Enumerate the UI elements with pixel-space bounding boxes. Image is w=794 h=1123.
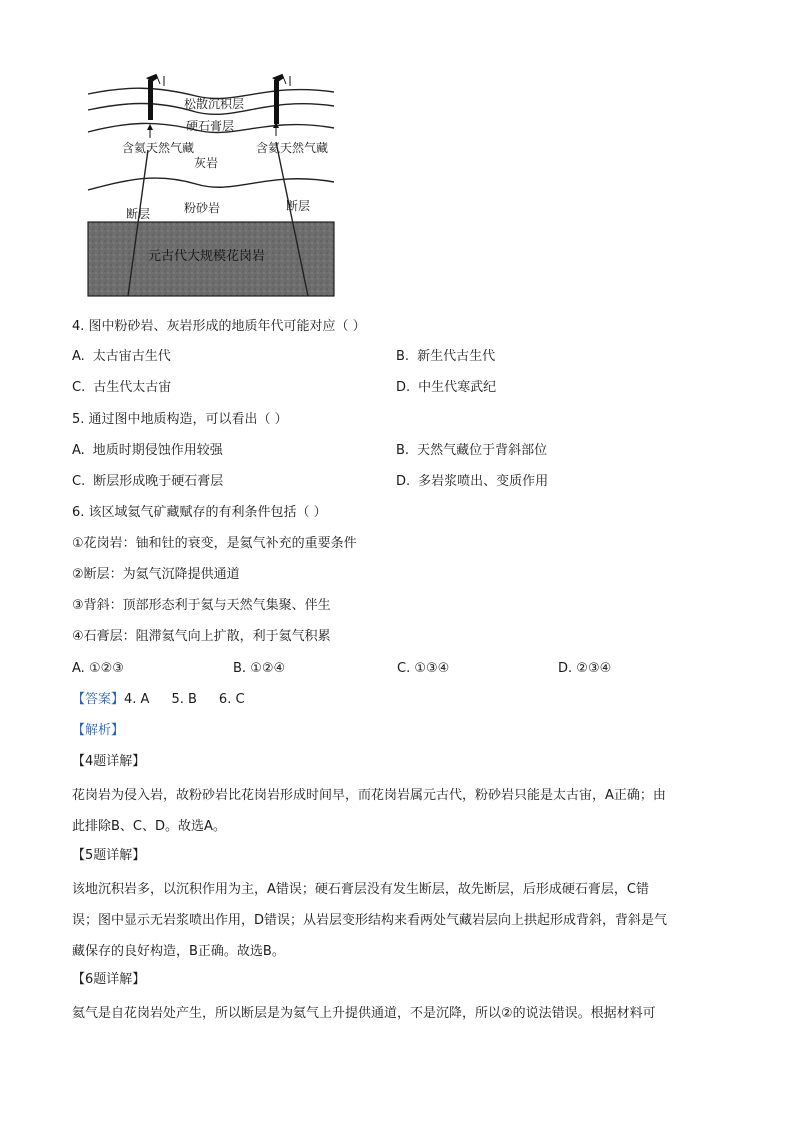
q4-option-d: D. 中生代寒武纪 xyxy=(396,380,497,395)
answer-4: 4. A xyxy=(124,692,150,707)
detail6-tag: 【6题详解】 xyxy=(72,972,146,987)
oil-pump-right-icon xyxy=(272,74,290,124)
q4-option-a: A. 太古宙古生代 xyxy=(72,349,171,364)
label-gypsum: 硬石膏层 xyxy=(186,119,235,133)
q5-option-c: C. 断层形成晚于硬石膏层 xyxy=(72,474,224,489)
q6-item-1: ①花岗岩：铀和钍的衰变，是氦气补充的重要条件 xyxy=(72,536,357,551)
oil-pump-left-icon xyxy=(146,74,164,120)
label-siltstone: 粉砂岩 xyxy=(184,201,221,215)
label-limestone: 灰岩 xyxy=(194,156,219,170)
label-gas-left: 含氦天然气藏 xyxy=(122,141,195,155)
stratum-line-4 xyxy=(88,178,334,190)
q6-item-3: ③背斜：顶部形态利于氦与天然气集聚、伴生 xyxy=(72,598,331,613)
detail5-paragraph xyxy=(72,874,722,967)
detail5-line-3: 藏保存的良好构造，B正确。故选B。 xyxy=(72,944,285,959)
detail4-tag: 【4题详解】 xyxy=(72,754,146,769)
answer-tag: 【答案】 xyxy=(72,692,125,707)
detail4-line-2: 此排除B、C、D。故选A。 xyxy=(72,819,226,834)
q5-option-a: A. 地质时期侵蚀作用较强 xyxy=(72,443,223,458)
q5-option-b: B. 天然气藏位于背斜部位 xyxy=(396,443,548,458)
q6-option-d: D. ②③④ xyxy=(558,661,612,676)
label-fault-right: 断层 xyxy=(286,199,311,213)
geology-diagram xyxy=(86,72,338,298)
q4-option-c: C. 古生代太古宙 xyxy=(72,380,172,395)
detail5-line-1: 该地沉积岩多，以沉积作用为主，A错误；硬石膏层没有发生断层，故先断层，后形成硬石膏层，C错 xyxy=(72,882,649,897)
q6-option-b: B. ①②④ xyxy=(233,661,286,676)
q6-stem: 6. 该区域氦气矿藏赋存的有利条件包括（ ） xyxy=(72,505,327,520)
q6-option-a: A. ①②③ xyxy=(72,661,124,676)
detail6-line-1: 氦气是自花岗岩处产生，所以断层是为氦气上升提供通道，不是沉降，所以②的说法错误。根据材料可 xyxy=(72,1006,656,1021)
label-gas-right: 含氦天然气藏 xyxy=(256,141,329,155)
detail4-line-1: 花岗岩为侵入岩，故粉砂岩比花岗岩形成时间早，而花岗岩属元古代，粉砂岩只能是太古宙，A正确；由 xyxy=(72,788,666,803)
answer-5: 5. B xyxy=(171,692,197,707)
geology-cross-section-figure xyxy=(86,72,338,298)
detail4-paragraph xyxy=(72,780,722,842)
detail6-paragraph xyxy=(72,998,722,1029)
label-fault-left: 断层 xyxy=(126,207,151,221)
answer-line xyxy=(72,691,245,709)
q4-option-b: B. 新生代古生代 xyxy=(396,349,496,364)
analysis-tag: 【解析】 xyxy=(72,723,125,738)
label-loose-sediment: 松散沉积层 xyxy=(184,97,245,111)
detail5-line-2: 误；图中显示无岩浆喷出作用，D错误；从岩层变形结构来看两处气藏岩层向上拱起形成背斜，背斜是气 xyxy=(72,913,668,928)
q6-item-4: ④石膏层：阻滞氦气向上扩散，利于氦气积累 xyxy=(72,629,331,644)
q6-item-2: ②断层：为氦气沉降提供通道 xyxy=(72,567,240,582)
detail5-tag: 【5题详解】 xyxy=(72,848,146,863)
q4-stem: 4. 图中粉砂岩、灰岩形成的地质年代可能对应（ ） xyxy=(72,319,366,334)
q5-option-d: D. 多岩浆喷出、变质作用 xyxy=(396,474,549,489)
q6-option-c: C. ①③④ xyxy=(397,661,450,676)
label-granite: 元古代大规模花岗岩 xyxy=(148,249,266,264)
answer-6: 6. C xyxy=(218,692,245,707)
q5-stem: 5. 通过图中地质构造，可以看出（ ） xyxy=(72,412,288,427)
